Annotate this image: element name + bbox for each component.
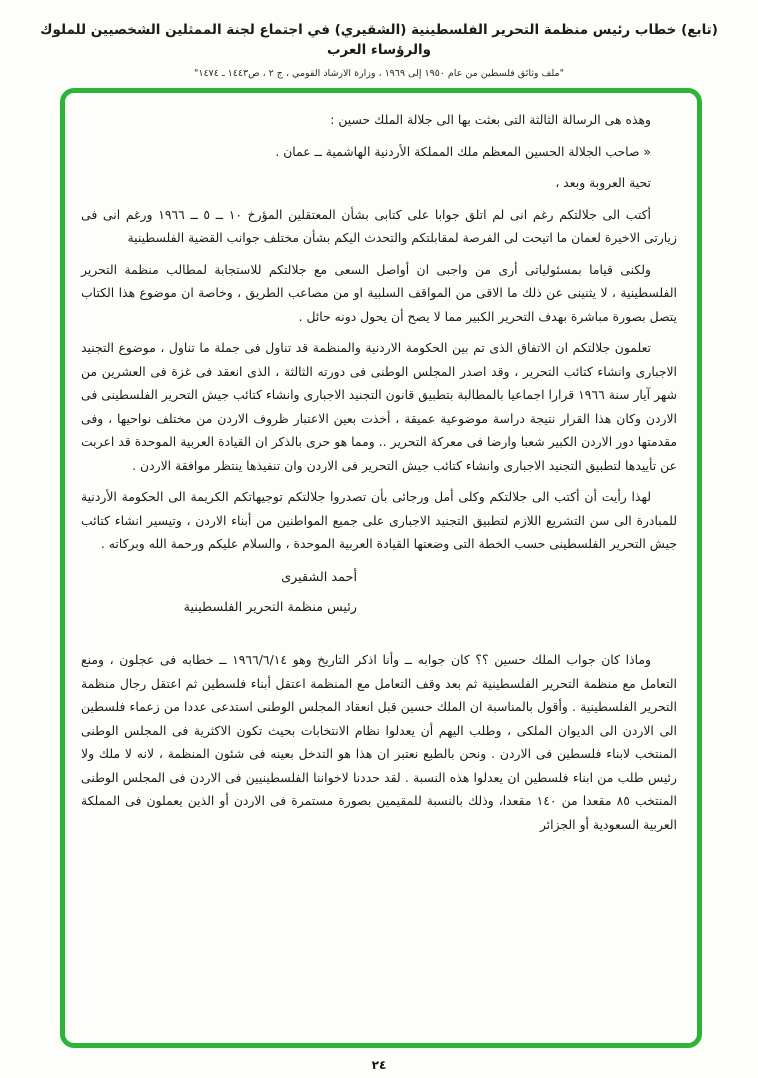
paragraph: لهذا رأيت أن أكتب الى جلالتكم وكلى أمل ورجائى بأن تصدروا جلالتكم توجيهاتكم الكريمة الى الحكومة الأردنية للمبادرة الى سن التشريع اللازم لتطبيق التجنيد الاجبارى على جميع المواطنين من أبناء الاردن ، وتيسير انشاء كتائب جيش التحرير الفلسطينى حسب الخطة التى وضعتها القيادة العربية الموحدة ، والسلام عليكم ورحمة الله وبركاته . bbox=[81, 489, 677, 551]
paragraph: أكتب الى جلالتكم رغم انى لم اتلق جوابا على كتابى بشأن المعتقلين المؤرخ ١٠ ــ ٥ ــ ١٩٦٦ ورغم انى فى زيارتى الاخيرة لعمان ما اتيحت لى الفرصة لمقابلتكم والتحدث اليكم بشأن مختلف جوانب القضية الفلسطينية bbox=[81, 206, 677, 245]
commentary-paragraph: وماذا كان جواب الملك حسين ؟؟ كان جوابه ــ وأنا اذكر التاريخ وهو ١٩٦٦/٦/١٤ ــ خطابه فى عجلون ، ومنع التعامل مع منظمة التحرير الفلسطينية ثم بعد وقف التعامل مع المنظمة اعتقل أبناء فلسطين ثم اعتقل رجال منظمة التحرير الفلسطينية . وأقول بالمناسبة ان الملك حسين قبل انعقاد المجلس الوطنى استدعى عددا من زعماء فلسطين الى الاردن الى الديوان الملكى ، وطلب اليهم أن يعدلوا نظام الانتخابات بحيث تكون الاكثرية فى المجلس الوطنى المنتخب لابناء فلسطين فى الاردن . ونحن بالطبع نعتبر ان هذا هو التدخل بعينه فى شئون المنظمة ، لانه لا ملك ولا رئيس طلب من ابناء فلسطين ان يعدلوا هذه النسبة . لقد حددنا لاخواننا الفلسطينيين فى الاردن فى المجلس الوطنى المنتخب ٨٥ مقعدا من ١٤٠ مقعدا، وذلك بالنسبة للمقيمين بصورة مستمرة فى الاردن أو الذين يعملون فى المملكة العربية السعودية أو الجزائر bbox=[81, 652, 677, 832]
paragraph: تعلمون جلالتكم ان الاتفاق الذى تم بين الحكومة الاردنية والمنظمة قد تناول فى جملة ما تناول ، موضوع التجنيد الاجبارى وانشاء كتائب التحرير ، وقد اصدر المجلس الوطنى فى دورته الثالثة ، الذى انعقد فى غزة فى العشرين من شهر آيار سنة ١٩٦٦ قرارا اجماعيا بالمطالبة بتطبيق قانون التجنيد الاجبارى وانشاء كتائب جيش التحرير الفلسطينى فى الاردن وكان هذا القرار نتيجة دراسة موضوعية عميقة ، أخذت بعين الاعتبار ظروف الاردن من مختلف نواحيها ، وفى مقدمتها دور الاردن الكبير شعبا وارضا فى معركة التحرير .. ومما هو حرى بالذكر ان القيادة العربية الموحدة قد اعربت عن تأييدها لتطبيق التجنيد الاجبارى وانشاء كتائب جيش التحرير فى الاردن وان تنفيذها ينتظر موافقة الاردن . bbox=[81, 340, 677, 473]
paragraph: ولكنى قياما بمسئولياتى أرى من واجبى ان أواصل السعى مع جلالتكم للاستجابة لمطالب منظمة التحرير الفلسطينية ، لا يثنينى عن ذلك ما الاقى من المواقف السلبية او من مصاعب الطريق ، وخاصة ان موضوع هذا الكتاب يتصل بصورة مباشرة بهدف التحرير الكبير مما لا يصح أن يحول دونه حائل . bbox=[81, 261, 677, 324]
paragraph: تحية العروبة وبعد ، bbox=[555, 175, 651, 190]
green-border-frame bbox=[60, 88, 702, 1048]
page-number: ٢٤ bbox=[371, 1058, 387, 1072]
paragraph: وهذه هى الرسالة الثالثة التى بعثت بها الى جلالة الملك حسين : bbox=[330, 112, 651, 127]
document-title: (تابع) خطاب رئيس منظمة التحرير الفلسطينية (الشقيري) في اجتماع لجنة الممثلين الشخصيين للملوك والرؤساء العرب bbox=[40, 22, 718, 59]
paragraph: « صاحب الجلالة الحسين المعظم ملك المملكة الأردنية الهاشمية ــ عمان . bbox=[275, 143, 651, 159]
letter-body bbox=[81, 108, 677, 836]
signature-title: رئيس منظمة التحرير الفلسطينية bbox=[183, 599, 357, 615]
signature-block bbox=[81, 568, 357, 619]
document-source-line: "ملف وثائق فلسطين من عام ١٩٥٠ إلى ١٩٦٩ ، وزارة الارشاد القومي ، ج ٢ ، ص١٤٤٣ ـ ١٤٧٤" bbox=[194, 67, 564, 79]
signature-name: أحمد الشقيرى bbox=[281, 569, 357, 585]
page-header bbox=[0, 0, 758, 79]
